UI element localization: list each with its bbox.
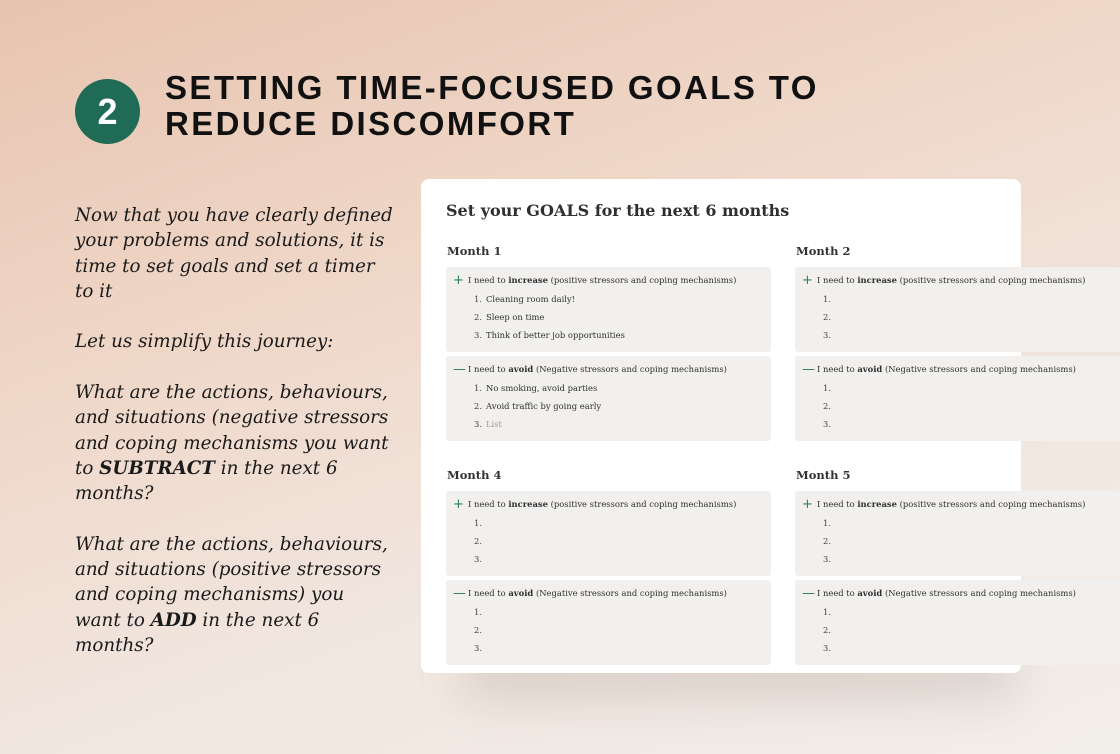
list-item[interactable]: [468, 553, 486, 571]
avoid-goals-list: [817, 606, 835, 660]
increase-goals-header: + I need to increase (positive stressors and coping mechanisms): [453, 496, 737, 512]
list-number: 3.: [823, 330, 831, 340]
avoid-goals-box: [795, 356, 1120, 441]
avoid-goals-list: [468, 382, 601, 436]
month-label: Month 1: [447, 244, 502, 258]
avoid-goals-header: — I need to avoid (Negative stressors and coping mechanisms): [453, 585, 727, 601]
minus-icon[interactable]: —: [453, 585, 466, 601]
plus-icon[interactable]: +: [802, 496, 813, 512]
month-block: [795, 466, 1120, 669]
month-block: [446, 466, 771, 669]
list-item-text: Avoid traffic by going early: [486, 401, 602, 411]
list-item-text: Sleep on time: [486, 312, 545, 322]
list-number: 1.: [823, 294, 831, 304]
list-item[interactable]: [468, 535, 486, 553]
list-item[interactable]: [817, 553, 835, 571]
goals-title: Set your GOALS for the next 6 months: [446, 201, 790, 220]
list-item[interactable]: [817, 517, 835, 535]
list-number: 2.: [474, 625, 482, 635]
list-item[interactable]: [468, 418, 601, 436]
section-number-badge: [75, 79, 140, 144]
increase-goals-list: [817, 517, 835, 571]
list-item[interactable]: [468, 311, 625, 329]
avoid-goals-box: [446, 356, 771, 441]
list-item[interactable]: [468, 642, 486, 660]
month-label: Month 4: [447, 468, 502, 482]
increase-goals-list: [817, 293, 835, 347]
plus-icon[interactable]: +: [453, 496, 464, 512]
list-item-text: No smoking, avoid parties: [486, 383, 598, 393]
increase-goals-box: [795, 267, 1120, 352]
section-number: 2: [97, 90, 118, 132]
list-item[interactable]: [817, 293, 835, 311]
month-label: Month 2: [796, 244, 851, 258]
list-number: 2.: [823, 401, 831, 411]
month-block: [795, 242, 1120, 445]
list-item-text: Think of better job opportunities: [486, 330, 625, 340]
list-item[interactable]: [468, 382, 601, 400]
list-item[interactable]: [817, 624, 835, 642]
intro-text: [75, 203, 395, 684]
avoid-goals-header: — I need to avoid (Negative stressors and coping mechanisms): [453, 361, 727, 377]
avoid-goals-header: — I need to avoid (Negative stressors and coping mechanisms): [802, 361, 1076, 377]
page-title: [165, 70, 819, 142]
list-item-text: Cleaning room daily!: [486, 294, 576, 304]
increase-goals-header: + I need to increase (positive stressors and coping mechanisms): [453, 272, 737, 288]
intro-paragraph-2: Let us simplify this journey:: [75, 331, 334, 353]
list-number: 3.: [474, 419, 482, 429]
plus-icon[interactable]: +: [802, 272, 813, 288]
list-number: 1.: [823, 607, 831, 617]
avoid-goals-header: — I need to avoid (Negative stressors and coping mechanisms): [802, 585, 1076, 601]
list-number: 3.: [474, 554, 482, 564]
month-block: [446, 242, 771, 445]
list-item[interactable]: [468, 293, 625, 311]
list-number: 3.: [823, 419, 831, 429]
list-number: 2.: [474, 401, 482, 411]
list-number: 1.: [474, 518, 482, 528]
list-number: 2.: [823, 312, 831, 322]
avoid-goals-box: [795, 580, 1120, 665]
list-number: 2.: [474, 536, 482, 546]
list-number: 3.: [474, 330, 482, 340]
list-item[interactable]: [468, 400, 601, 418]
month-label: Month 5: [796, 468, 851, 482]
list-number: 1.: [474, 383, 482, 393]
minus-icon[interactable]: —: [802, 361, 815, 377]
list-number: 2.: [474, 312, 482, 322]
increase-goals-list: [468, 517, 486, 571]
avoid-goals-list: [468, 606, 486, 660]
list-item[interactable]: [817, 311, 835, 329]
list-item[interactable]: [468, 624, 486, 642]
intro-paragraph-4: What are the actions, behaviours, and situations (positive stressors and coping mechanisms) you want to ADD in the next 6 months?: [75, 533, 388, 657]
list-item[interactable]: [817, 535, 835, 553]
avoid-goals-box: [446, 580, 771, 665]
increase-goals-box: [446, 267, 771, 352]
list-item[interactable]: [468, 606, 486, 624]
minus-icon[interactable]: —: [453, 361, 466, 377]
plus-icon[interactable]: +: [453, 272, 464, 288]
list-number: 1.: [474, 294, 482, 304]
list-number: 1.: [474, 607, 482, 617]
list-number: 1.: [823, 518, 831, 528]
page-title-line-1: SETTING TIME-FOCUSED GOALS TO: [165, 69, 819, 106]
list-item[interactable]: [817, 400, 835, 418]
list-item[interactable]: [817, 329, 835, 347]
intro-paragraph-1: Now that you have clearly defined your problems and solutions, it is time to set goals and set a timer to it: [75, 205, 393, 302]
add-emphasis: ADD: [150, 609, 197, 631]
list-number: 3.: [823, 643, 831, 653]
list-number: 2.: [823, 536, 831, 546]
list-item[interactable]: [817, 642, 835, 660]
list-number: 3.: [474, 643, 482, 653]
list-item-text: List: [486, 419, 502, 429]
subtract-emphasis: SUBTRACT: [99, 457, 215, 479]
list-number: 1.: [823, 383, 831, 393]
increase-goals-header: + I need to increase (positive stressors and coping mechanisms): [802, 496, 1086, 512]
increase-goals-box: [446, 491, 771, 576]
intro-paragraph-3: What are the actions, behaviours, and situations (negative stressors and coping mechanisms you want to SUBTRACT in the next 6 months?: [75, 382, 389, 505]
increase-goals-list: [468, 293, 625, 347]
increase-goals-box: [795, 491, 1120, 576]
page-title-line-2: REDUCE DISCOMFORT: [165, 105, 577, 142]
minus-icon[interactable]: —: [802, 585, 815, 601]
list-item[interactable]: [817, 606, 835, 624]
increase-goals-header: + I need to increase (positive stressors and coping mechanisms): [802, 272, 1086, 288]
list-item[interactable]: [817, 418, 835, 436]
avoid-goals-list: [817, 382, 835, 436]
list-item[interactable]: [817, 382, 835, 400]
list-item[interactable]: [468, 517, 486, 535]
goals-template-screenshot: [421, 179, 1086, 673]
list-item[interactable]: [468, 329, 625, 347]
list-number: 3.: [823, 554, 831, 564]
list-number: 2.: [823, 625, 831, 635]
